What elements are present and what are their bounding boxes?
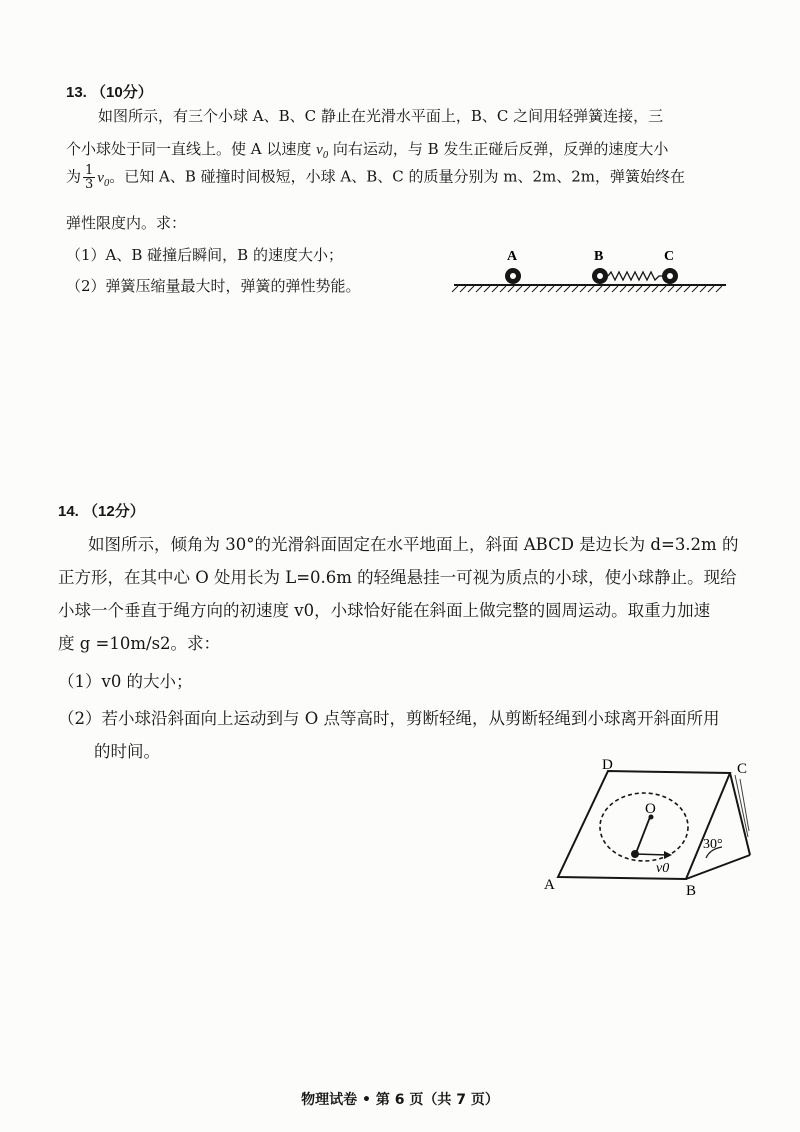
label-c: C (664, 249, 675, 264)
q14-subq-2-cont: 的时间。 (94, 742, 160, 761)
label-angle: 30° (703, 837, 723, 852)
spring (608, 272, 663, 280)
q13-v0: $v_0$ (316, 142, 329, 161)
incline-edge-c (730, 773, 750, 855)
circular-path (600, 793, 688, 861)
incline-abcd (558, 771, 730, 879)
label-a: A (544, 877, 555, 893)
q13-line-3: 为 $\frac{1}{3}$ $v_0$。已知 A、B 碰撞时间极短，小球 A、B、C 的质量分别为 m、2m、2m，弹簧始终在 (66, 163, 686, 192)
label-b: B (686, 883, 697, 899)
q14-line-2: 正方形，在其中心 O 处用长为 L=0.6m 的轻绳悬挂一可视为质点的小球，使小球静止。现给 (58, 568, 737, 587)
page-footer: 物理试卷 • 第 6 页（共 7 页） (301, 1092, 499, 1108)
q13-line-1: 如图所示，有三个小球 A、B、C 静止在光滑水平面上，B、C 之间用轻弹簧连接，三 (98, 107, 664, 125)
q14-subq-2: （2）若小球沿斜面向上运动到与 O 点等高时，剪断轻绳，从剪断轻绳到小球离开斜面所用 (58, 709, 720, 728)
q13-figure (450, 245, 730, 300)
arrow-head (664, 851, 672, 859)
label-a: A (507, 249, 518, 264)
rope (636, 817, 650, 853)
q14-score: （12分） (83, 503, 145, 520)
label-o: O (645, 801, 656, 817)
q13-subq-1: （1）A、B 碰撞后瞬间，B 的速度大小； (66, 246, 343, 264)
label-c: C (737, 761, 748, 777)
q14-line-4: 度 g =10m/s2。求： (58, 634, 221, 653)
q13-line-4: 弹性限度内。求： (66, 214, 187, 232)
label-v0: v0 (656, 861, 670, 876)
q14-line-3: 小球一个垂直于绳方向的初速度 v0，小球恰好能在斜面上做完整的圆周运动。取重力加速 (58, 601, 711, 620)
incline-edge-b (686, 855, 750, 879)
q13-heading (66, 81, 153, 102)
q13-fraction: $\frac{1}{3}$ (85, 163, 94, 192)
velocity-arrow (635, 854, 668, 855)
q14-heading (58, 500, 145, 521)
q14-subq-1: （1）v0 的大小； (58, 672, 193, 691)
label-d: D (602, 757, 613, 773)
q13-score: （10分） (91, 84, 153, 101)
q13-subq-2: （2）弹簧压缩量最大时，弹簧的弹性势能。 (66, 277, 361, 295)
q14-figure (538, 755, 768, 905)
q13-number: 13. (66, 84, 87, 101)
q14-line-1: 如图所示，倾角为 30°的光滑斜面固定在水平地面上，斜面 ABCD 是边长为 d=3.2m 的 (88, 535, 739, 554)
q14-number: 14. (58, 503, 79, 520)
q13-line-2: 个小球处于同一直线上。使 A 以速度 $v_0$ 向右运动，与 B 发生正碰后反弹，反弹的速度大小 (66, 140, 669, 161)
label-b: B (594, 249, 604, 264)
